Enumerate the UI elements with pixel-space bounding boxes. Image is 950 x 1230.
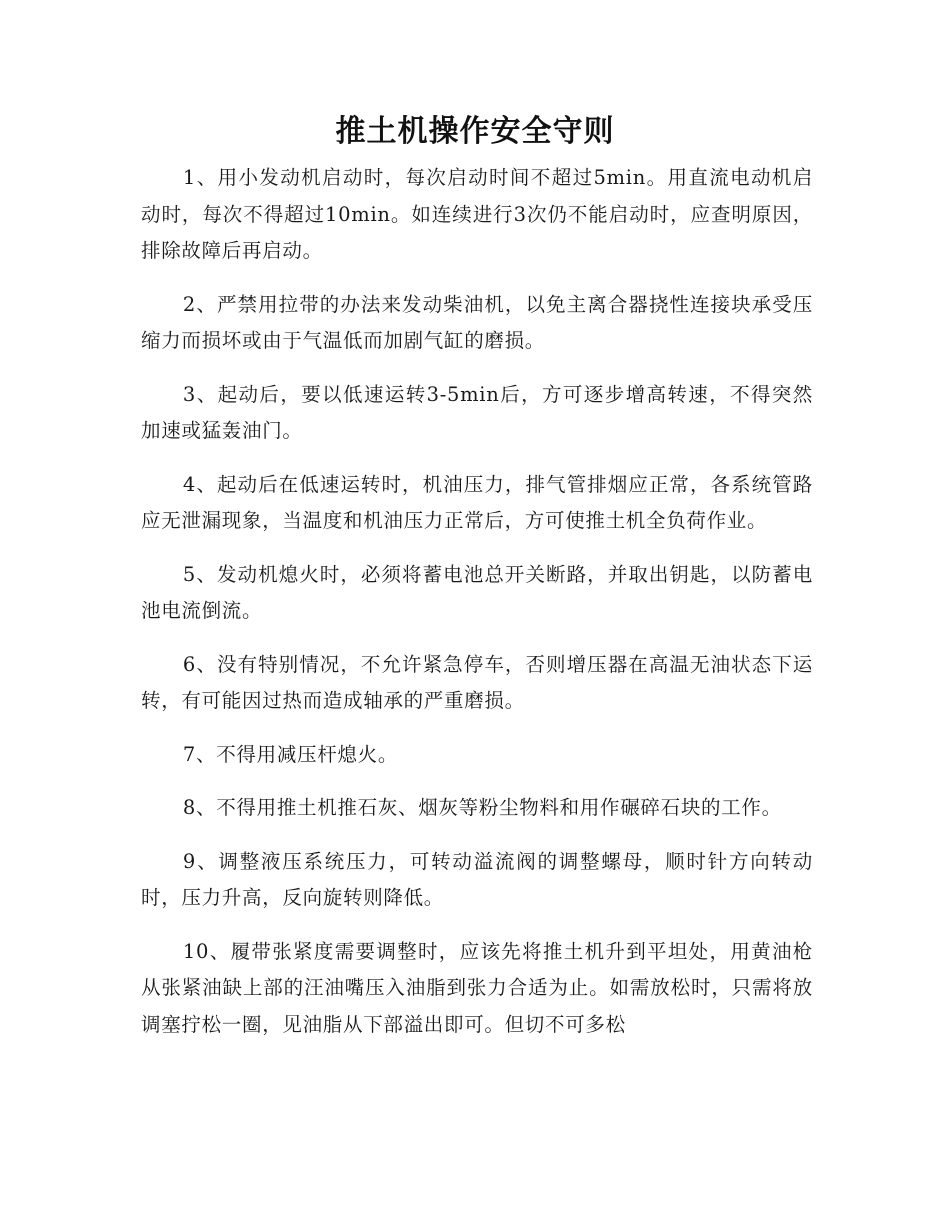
paragraph-4: 4、起动后在低速运转时，机油压力，排气管排烟应正常，各系统管路应无泄漏现象，当温度和机油压力正常后，方可使推土机全负荷作业。: [141, 472, 813, 532]
paragraph-7: 7、不得用减压杆熄火。: [182, 742, 399, 766]
paragraph-3: 3、起动后，要以低速运转3-5min后，方可逐步增高转速，不得突然加速或猛轰油门。: [141, 382, 813, 442]
paragraph-10: 10、履带张紧度需要调整时，应该先将推土机升到平坦处，用黄油枪从张紧油缺上部的汪油嘴压入油脂到张力合适为止。如需放松时，只需将放调塞拧松一圈，见油脂从下部溢出即可。但切不可多松: [141, 939, 813, 1036]
paragraph-6: 6、没有特别情况，不允许紧急停车，否则增压器在高温无油状态下运转，有可能因过热而造成轴承的严重磨损。: [141, 652, 813, 712]
document-title: 推土机操作安全守则: [335, 114, 615, 149]
paragraph-2: 2、严禁用拉带的办法来发动柴油机，以免主离合器挠性连接块承受压缩力而损坏或由于气温低而加剧气缸的磨损。: [141, 292, 813, 352]
document-body: [141, 160, 813, 1060]
paragraph-1: 1、用小发动机启动时，每次启动时间不超过5min。用直流电动机启动时，每次不得超过10min。如连续进行3次仍不能启动时，应查明原因，排除故障后再启动。: [141, 166, 813, 262]
paragraph-8: 8、不得用推土机推石灰、烟灰等粉尘物料和用作碾碎石块的工作。: [182, 796, 782, 819]
paragraph-5: 5、发动机熄火时，必须将蓄电池总开关断路，并取出钥匙，以防蓄电池电流倒流。: [141, 562, 813, 622]
paragraph-9: 9、调整液压系统压力，可转动溢流阀的调整螺母，顺时针方向转动时，压力升高，反向旋转则降低。: [141, 849, 813, 909]
